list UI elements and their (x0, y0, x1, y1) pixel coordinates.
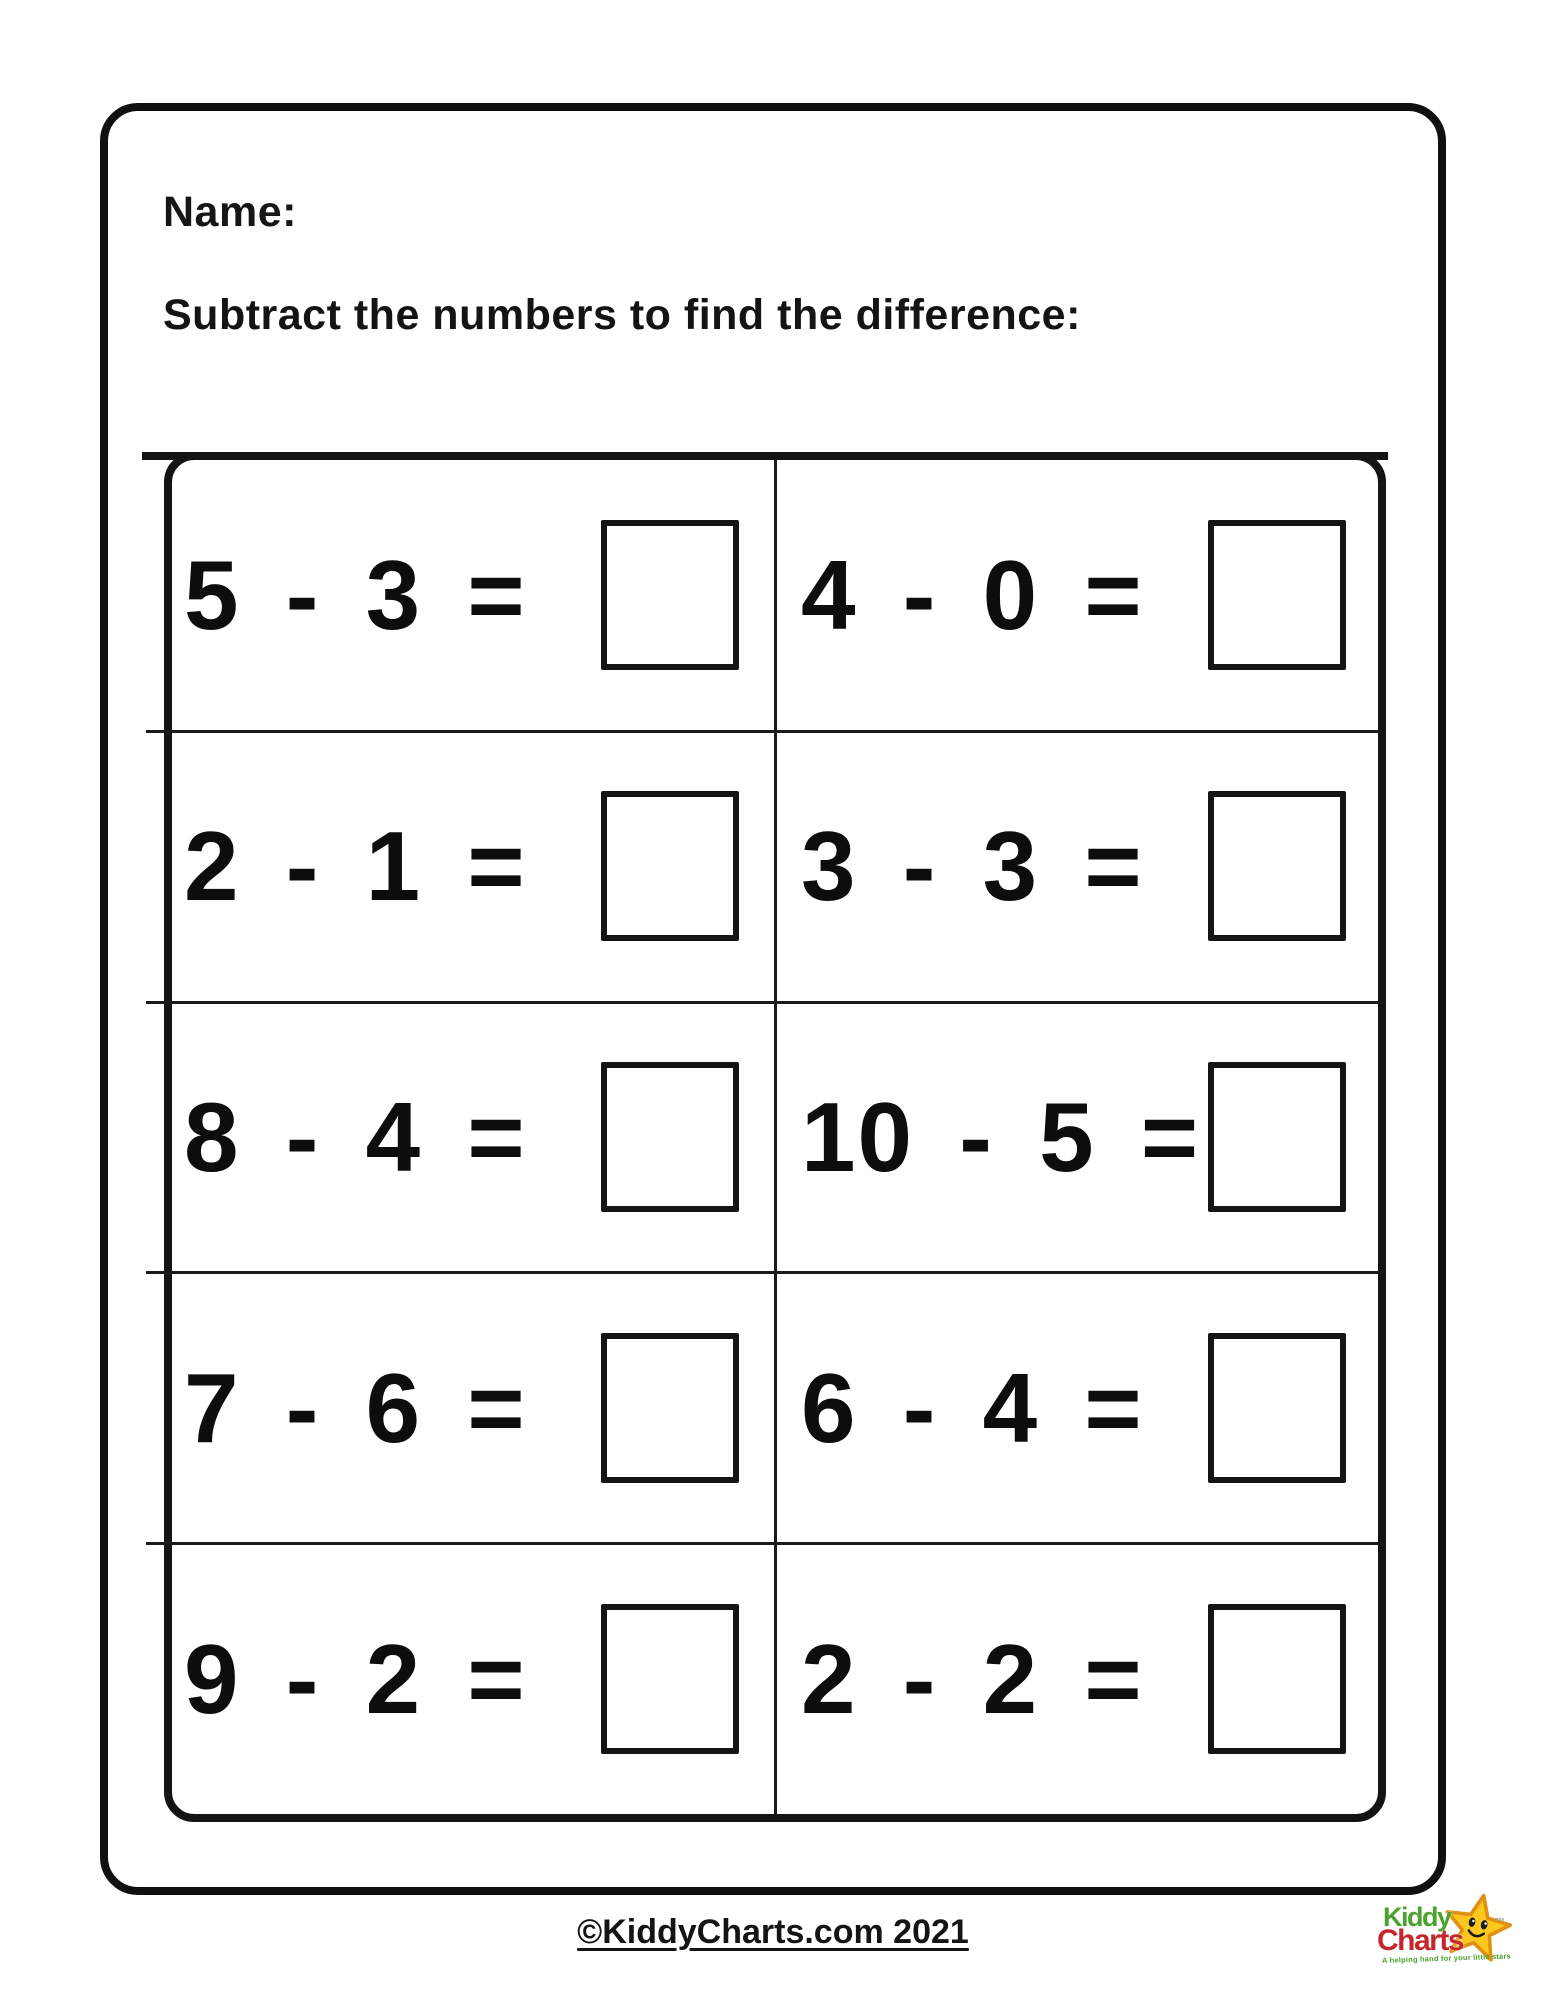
answer-box[interactable] (1208, 1333, 1346, 1483)
answer-box[interactable] (601, 1604, 739, 1754)
answer-box[interactable] (1208, 520, 1346, 670)
problem-cell (172, 1002, 775, 1273)
answer-box[interactable] (601, 520, 739, 670)
problem-cell (775, 1272, 1378, 1543)
answer-box[interactable] (1208, 1604, 1346, 1754)
equation-text: 6 - 4 = (801, 1352, 1144, 1463)
equation-text: 7 - 6 = (184, 1352, 527, 1463)
problem-cell (775, 1002, 1378, 1273)
logo-tagline: A helping hand for your little stars (1381, 1951, 1512, 1965)
problems-grid (164, 452, 1386, 1822)
instruction-text: Subtract the numbers to find the difference: (163, 291, 1081, 339)
equation-text: 10 - 5 = (801, 1081, 1201, 1192)
answer-box[interactable] (1208, 791, 1346, 941)
grid-top-rule (142, 452, 1388, 460)
answer-box[interactable] (601, 791, 739, 941)
problem-cell (775, 460, 1378, 731)
equation-text: 2 - 2 = (801, 1623, 1144, 1734)
answer-box[interactable] (601, 1062, 739, 1212)
problem-cell (775, 731, 1378, 1002)
problem-cell (172, 460, 775, 731)
kiddycharts-logo (1376, 1892, 1545, 2000)
problem-cell (172, 1543, 775, 1814)
equation-text: 4 - 0 = (801, 540, 1144, 651)
copyright-link[interactable]: ©KiddyCharts.com 2021 (577, 1913, 969, 1951)
equation-text: 5 - 3 = (184, 540, 527, 651)
equation-text: 3 - 3 = (801, 811, 1144, 922)
name-label: Name: (163, 188, 297, 236)
equation-text: 2 - 1 = (184, 811, 527, 922)
logo-word-kiddy: Kiddy (1383, 1902, 1451, 1932)
problem-cell (172, 731, 775, 1002)
answer-box[interactable] (601, 1333, 739, 1483)
problem-cell (775, 1543, 1378, 1814)
logo-word-charts: Charts (1377, 1924, 1464, 1957)
trademark-symbol: ™ (1495, 1917, 1505, 1928)
problem-cell (172, 1272, 775, 1543)
equation-text: 9 - 2 = (184, 1623, 527, 1734)
answer-box[interactable] (1208, 1062, 1346, 1212)
equation-text: 8 - 4 = (184, 1081, 527, 1192)
